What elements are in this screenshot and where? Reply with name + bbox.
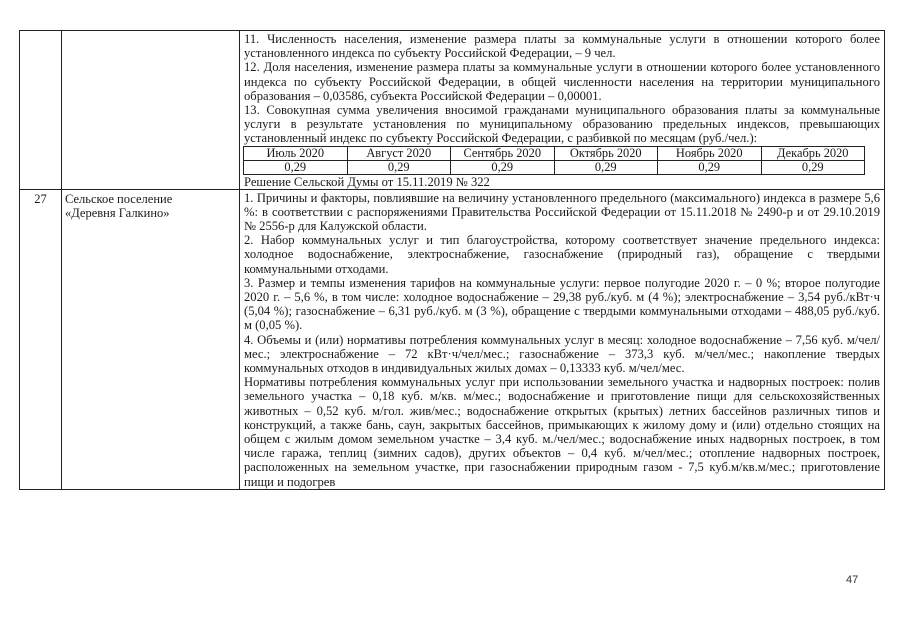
- month-header: Август 2020: [347, 146, 451, 160]
- settlement-name-line1: Сельское поселение: [65, 191, 173, 206]
- paragraph-12: 12. Доля населения, изменение размера платы за коммунальные услуги в отношении которого более установленного индекса по субъекту Российской Федерации, в общей численности населения на территории муниципального образования – 0,03586, субъекта Российской Федерации – 0,00001.: [244, 60, 880, 103]
- paragraph-13: 13. Совокупная сумма увеличения вносимой гражданами муниципального образования платы за коммунальные услуги в результате установления по муниципальному образованию предельных индексов, превышающих установленный индекс по субъекту Российской Федерации, с разбивкой по месяцам (руб./чел.):: [244, 103, 880, 146]
- month-value: 0,29: [658, 160, 762, 174]
- paragraph-3: 3. Размер и темпы изменения тарифов на коммунальные услуги: первое полугодие 2020 г. – 0 %; второе полугодие 2020 г. – 5,6 %, в том числе: холодное водоснабжение – 29,38 руб./куб. м (4 %); электроснабжение – 3,54 руб./кВт·ч (5,04 %); газоснабжение – 6,31 руб./куб. м (3 %), обращение с твердыми коммунальными отходами – 488,05 руб./куб. м (0,05 %).: [244, 275, 880, 333]
- month-value: 0,29: [761, 160, 865, 174]
- paragraph-2: 2. Набор коммунальных услуг и тип благоустройства, которому соответствует значение предельного индекса: холодное водоснабжение, электроснабжение, газоснабжение (природный газ), обращение с твердыми коммунальными отходами.: [244, 233, 880, 276]
- row-number-cell-empty: [20, 31, 62, 190]
- month-value: 0,29: [244, 160, 348, 174]
- month-header: Сентябрь 2020: [451, 146, 555, 160]
- row-number: 27: [20, 189, 62, 489]
- month-header: Ноябрь 2020: [658, 146, 762, 160]
- content-cell-27: [240, 189, 885, 489]
- month-value: 0,29: [451, 160, 555, 174]
- paragraph-4: 4. Объемы и (или) нормативы потребления коммунальных услуг в месяц: холодное водоснабжение – 7,56 куб. м/чел/мес.; электроснабжение – 72 кВт·ч/чел/мес.; газоснабжение – 373,3 куб. м/чел/мес.; накопление твердых коммунальных отходов в индивидуальных жилых домах – 0,13333 куб. м/чел/мес.: [244, 332, 880, 376]
- month-value: 0,29: [347, 160, 451, 174]
- place-cell-empty: [62, 31, 240, 190]
- table-row-27: [20, 189, 885, 489]
- paragraph-1: 1. Причины и факторы, повлиявшие на величину установленного предельного (максимального) индекса в размере 5,6 %: в соответствии с распоряжениями Правительства Российской Федерации от 15.11.2018 № 2490-р и от 29.10.2019 № 2556-р для Калужской области.: [244, 190, 880, 234]
- page-number: 47: [846, 574, 859, 586]
- monthly-increase-table: [243, 146, 865, 175]
- month-value: 0,29: [554, 160, 658, 174]
- month-header: Октябрь 2020: [554, 146, 658, 160]
- document-table: [19, 30, 885, 490]
- month-header: Декабрь 2020: [761, 146, 865, 160]
- paragraph-norms: Нормативы потребления коммунальных услуг при использовании земельного участка и надворных построек: полив земельного участка – 0,18 куб. м/кв. м/мес.; водоснабжение и приготовление пищи для сельскохозяйственных животных – 0,52 куб. м/гол. жив/мес.; водоснабжение открытых (крытых) летних бассейнов различных типов и конструкций, а также бань, саун, закрытых бассейнов, примыкающих к жилому дому и (или) отдельно стоящих на общем с жилым домом земельном участке – 3,4 куб. м./чел/мес.; водоснабжение иных надворных построек, в том числе гаража, теплиц (зимних садов), других объектов – 0,4 куб. м/чел/мес.; отопление надворных построек, расположенных на земельном участке, при газоснабжении природным газом - 7,5 куб.м/кв.м/мес.; приготовление пищи и подогрев: [244, 375, 880, 489]
- table-row-previous: [20, 31, 885, 190]
- paragraph-11: 11. Численность населения, изменение размера платы за коммунальные услуги в отношении которого более установленного индекса по субъекту Российской Федерации, – 9 чел.: [244, 32, 880, 61]
- settlement-name-line2: «Деревня Галкино»: [65, 206, 170, 221]
- month-header: Июль 2020: [244, 146, 348, 160]
- content-cell-previous: [240, 31, 885, 190]
- values-row: [244, 160, 865, 174]
- council-decision: Решение Сельской Думы от 15.11.2019 № 322: [244, 174, 490, 189]
- settlement-name: [62, 189, 240, 489]
- months-row: [244, 146, 865, 160]
